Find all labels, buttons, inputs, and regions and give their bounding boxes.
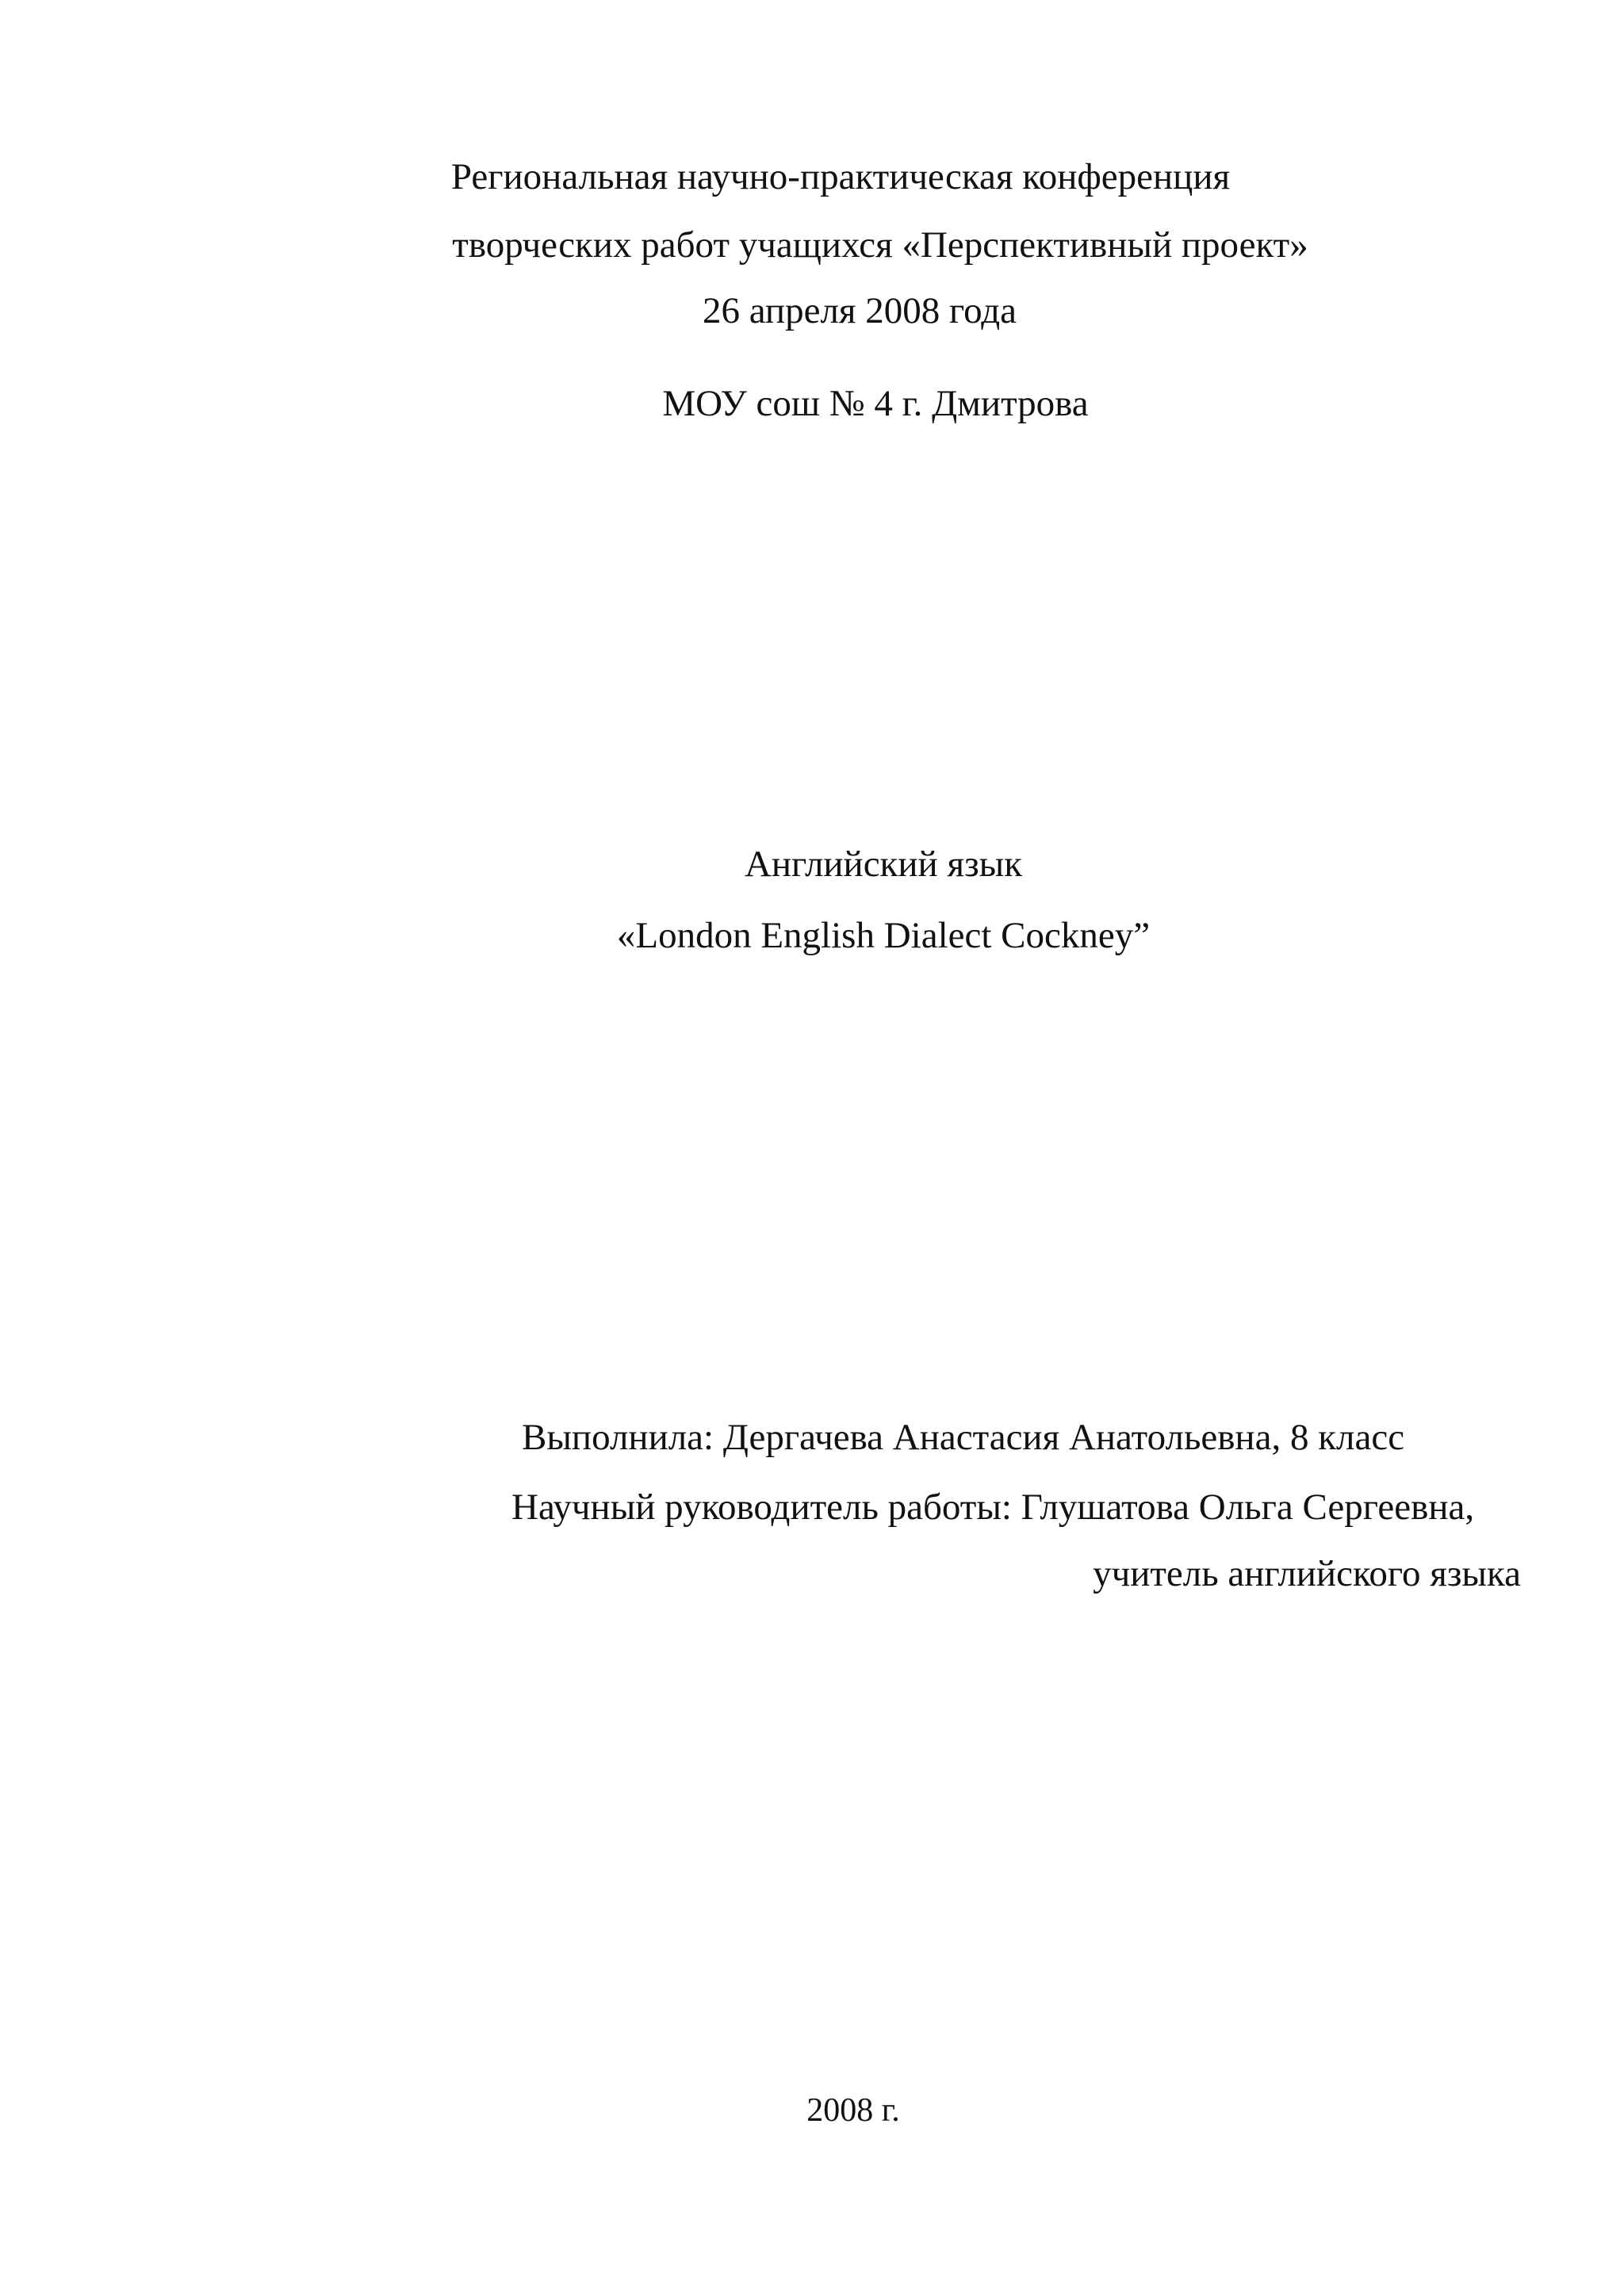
supervisor-line: Научный руководитель работы: Глушатова Ольга Сергеевна, xyxy=(511,1487,1475,1528)
subject-title: Английский язык xyxy=(744,844,1023,885)
competition-title: творческих работ учащихся «Перспективный проект» xyxy=(452,224,1308,266)
topic-title: «London English Dialect Cockney” xyxy=(616,915,1151,956)
conference-title: Региональная научно-практическая конференция xyxy=(450,156,1231,197)
conference-date: 26 апреля 2008 года xyxy=(702,290,1017,331)
performer-line: Выполнила: Дергачева Анастасия Анатольевна, 8 класс xyxy=(522,1417,1405,1458)
supervisor-role-line: учитель английского языка xyxy=(1093,1553,1521,1594)
footer-year: 2008 г. xyxy=(806,2092,900,2129)
school-name: МОУ сош № 4 г. Дмитрова xyxy=(662,383,1089,424)
